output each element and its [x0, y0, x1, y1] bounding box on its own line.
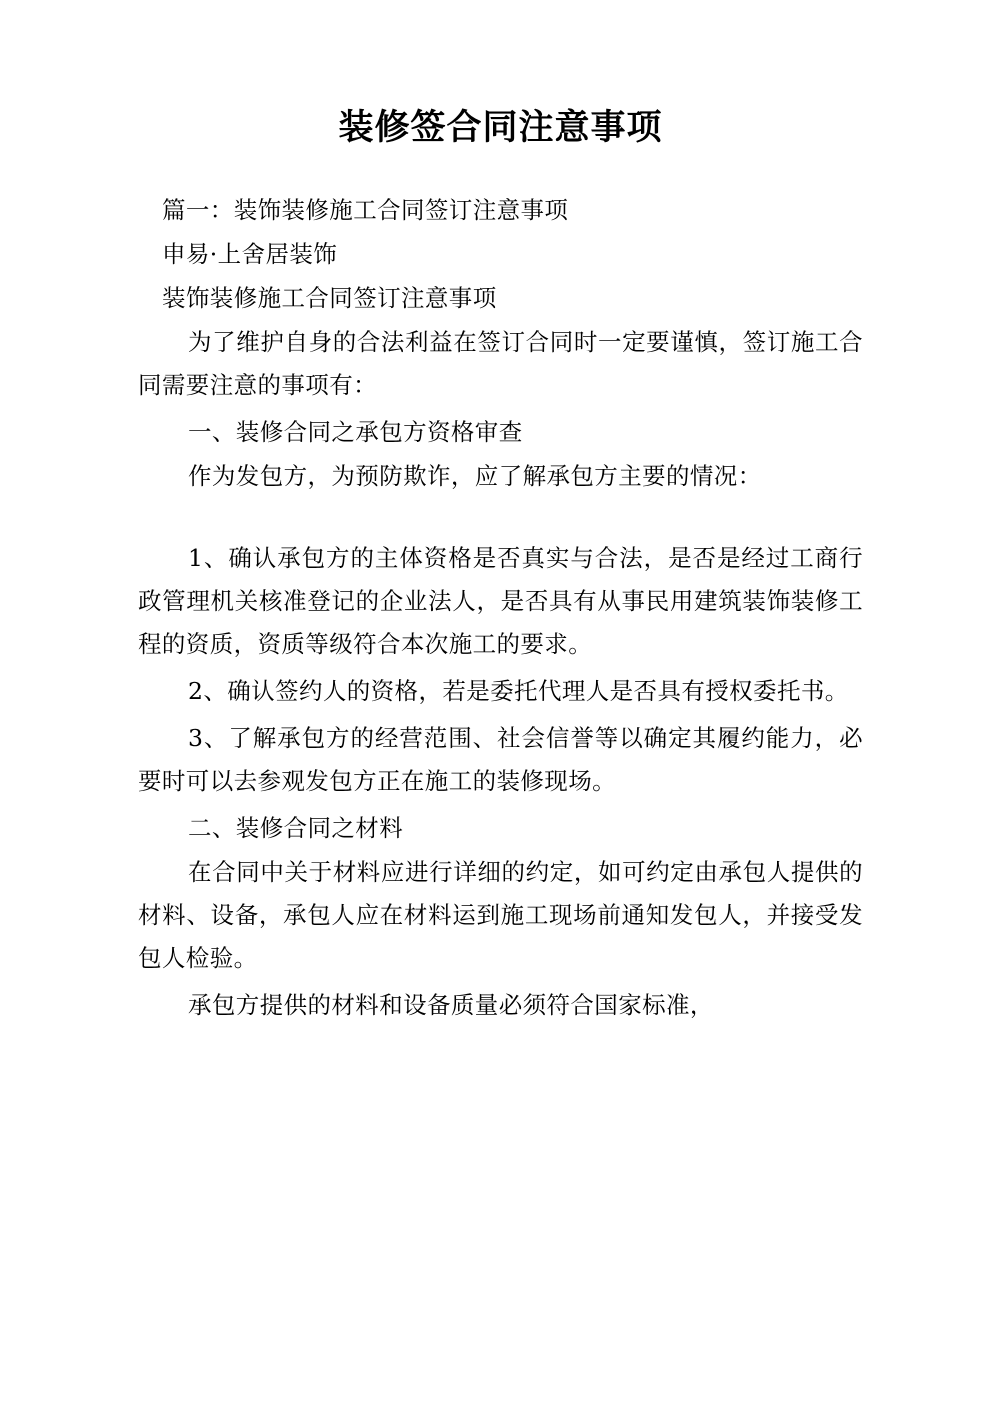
paragraph-4: 为了维护自身的合法利益在签订合同时一定要谨慎，签订施工合同需要注意的事项有：: [138, 327, 863, 399]
paragraph-8: 2、确认签约人的资格，若是委托代理人是否具有授权委托书。: [188, 676, 849, 705]
paragraph-2: 申易·上舍居装饰: [162, 239, 338, 268]
paragraph-10: 二、装修合同之材料: [188, 813, 404, 842]
paragraph-spacer: [138, 499, 863, 537]
paragraph-3: 装饰装修施工合同签订注意事项: [162, 283, 497, 312]
paragraph-1: 篇一：装饰装修施工合同签订注意事项: [162, 195, 569, 224]
paragraph-6: 作为发包方，为预防欺诈，应了解承包方主要的情况：: [188, 461, 762, 490]
paragraph-11: 在合同中关于材料应进行详细的约定，如可约定由承包人提供的材料、设备，承包人应在材料运到施工现场前通知发包人，并接受发包人检验。: [138, 857, 863, 972]
paragraph-5: 一、装修合同之承包方资格审查: [188, 417, 523, 446]
paragraph-7: 1、确认承包方的主体资格是否真实与合法，是否是经过工商行政管理机关核准登记的企业法人，是否具有从事民用建筑装饰装修工程的资质，资质等级符合本次施工的要求。: [138, 543, 863, 658]
paragraph-9: 3、了解承包方的经营范围、社会信誉等以确定其履约能力，必要时可以去参观发包方正在施工的装修现场。: [138, 723, 863, 795]
paragraph-12: 承包方提供的材料和设备质量必须符合国家标准，: [188, 990, 714, 1019]
page-title: 装修签合同注意事项: [338, 107, 663, 148]
